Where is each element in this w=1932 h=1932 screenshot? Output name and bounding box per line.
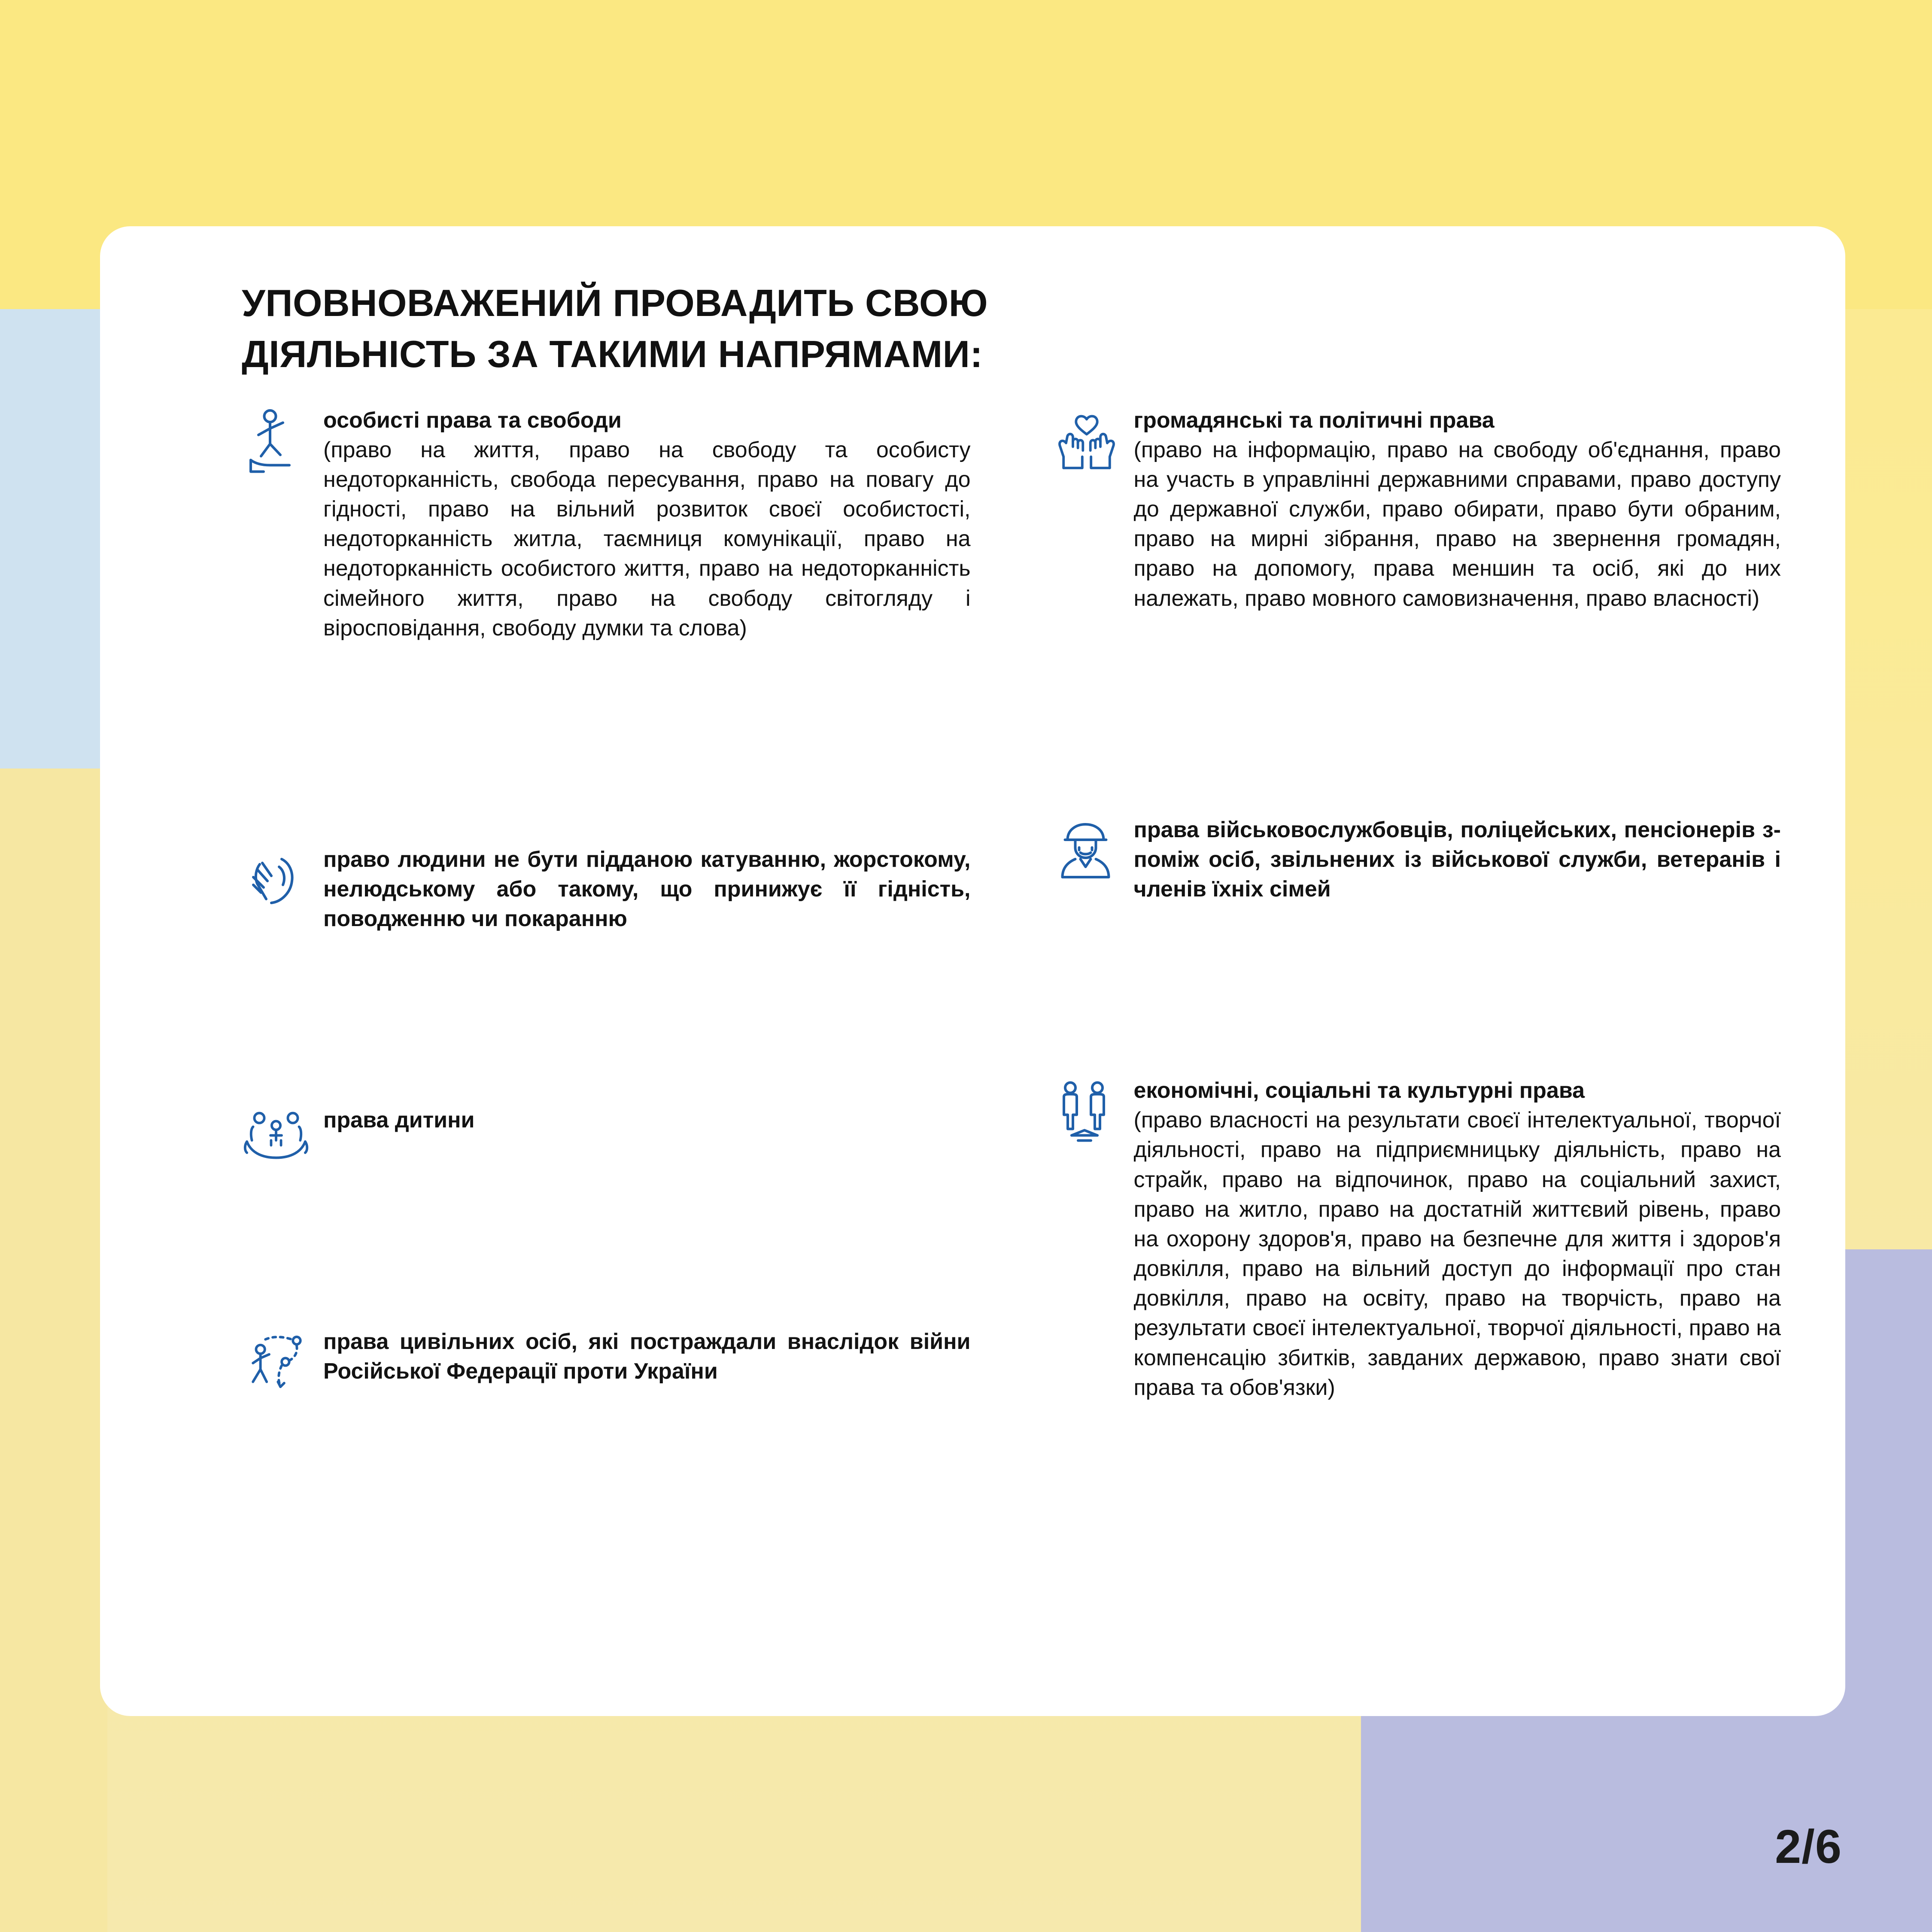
right-column bbox=[1052, 406, 1781, 1403]
list-item-lead: права військовослужбовців, поліцейських, пенсіонерів з-поміж осіб, звільнених із військової служби, ветеранів і членів їхніх сімей bbox=[1133, 817, 1781, 902]
list-item-text bbox=[323, 1327, 971, 1386]
background-band-left-blue bbox=[0, 309, 107, 769]
content-card bbox=[100, 226, 1845, 1716]
list-item-lead: права дитини bbox=[323, 1108, 475, 1133]
page-title bbox=[242, 278, 1530, 380]
civil-political-rights-icon bbox=[1052, 406, 1134, 473]
list-item-lead: громадянські та політичні права bbox=[1133, 407, 1495, 433]
list-item bbox=[1052, 1076, 1781, 1403]
page-indicator: 2/6 bbox=[1775, 1820, 1842, 1873]
list-item-detail: (право на інформацію, право на свободу об'єднання, право на участь в управлінні державними справами, право доступу до державної служби, право обирати, право бути обраним, право на мирні зібрання, право на звернення громадян, право на допомогу, права меншин та осіб, які до них належать, право мовного самовизначення, право власності) bbox=[1133, 437, 1781, 611]
left-column bbox=[242, 406, 971, 1403]
spacer bbox=[242, 1228, 971, 1327]
page-title-line-1: УПОВНОВАЖЕНИЙ ПРОВАДИТЬ СВОЮ bbox=[242, 282, 988, 324]
spacer bbox=[1052, 678, 1781, 815]
list-item-text bbox=[1134, 406, 1781, 614]
child-rights-icon bbox=[242, 1106, 323, 1164]
war-victims-icon bbox=[242, 1327, 323, 1394]
list-item bbox=[242, 1327, 971, 1394]
list-item-detail: (право власності на результати своєї інтелектуальної, творчої діяльності, право на підприємницьку діяльність, право на страйк, право на відпочинок, право на соціальний захист, право на житло, право на достатній життєвий рівень, право на охорону здоров'я, право на безпечне для життя і здоров'я довкілля, право на вільний доступ до інформації про стан довкілля, право на освіту, право на творчість, право на результати своєї інтелектуальної, творчої діяльності, право на компенсацію збитків, завданих державою, право знати свої права та обов'язки) bbox=[1133, 1108, 1781, 1400]
person-rights-icon bbox=[242, 406, 323, 477]
economic-social-rights-icon bbox=[1052, 1076, 1134, 1147]
list-item bbox=[1052, 406, 1781, 614]
list-item-lead: права цивільних осіб, які постраждали внаслідок війни Російської Федерації проти України bbox=[323, 1329, 971, 1384]
list-item-text bbox=[323, 1106, 971, 1135]
military-personnel-icon bbox=[1052, 815, 1134, 882]
rights-columns bbox=[242, 406, 1781, 1403]
no-torture-icon bbox=[242, 845, 323, 912]
background-band-left-yellow bbox=[0, 769, 107, 1932]
list-item-text bbox=[1134, 815, 1781, 904]
list-item bbox=[242, 845, 971, 934]
list-item-lead: особисті права та свободи bbox=[323, 407, 622, 433]
list-item-text bbox=[323, 406, 971, 643]
list-item-detail: (право на життя, право на свободу та особисту недоторканність, свобода пересування, право на повагу до гідності, право на вільний розвиток своєї особистості, недоторканність житла, таємниця комунікації, право на недоторканність особистого життя, право на недоторканність сімейного життя, право на свободу світогляду і віросповідання, свободу думки та слова) bbox=[323, 437, 971, 641]
list-item-text bbox=[323, 845, 971, 934]
list-item-text bbox=[1134, 1076, 1781, 1403]
page-title-line-2: ДІЯЛЬНІСТЬ ЗА ТАКИМИ НАПРЯМАМИ: bbox=[242, 332, 983, 375]
list-item bbox=[242, 1106, 971, 1164]
list-item-lead: економічні, соціальні та культурні права bbox=[1133, 1078, 1585, 1103]
spacer bbox=[242, 708, 971, 845]
list-item bbox=[242, 406, 971, 643]
spacer bbox=[242, 998, 971, 1106]
list-item bbox=[1052, 815, 1781, 904]
list-item-lead: право людини не бути підданою катуванню, жорстокому, нелюдському або такому, що принижує її гідність, поводженню чи покаранню bbox=[323, 847, 971, 932]
spacer bbox=[1052, 969, 1781, 1076]
